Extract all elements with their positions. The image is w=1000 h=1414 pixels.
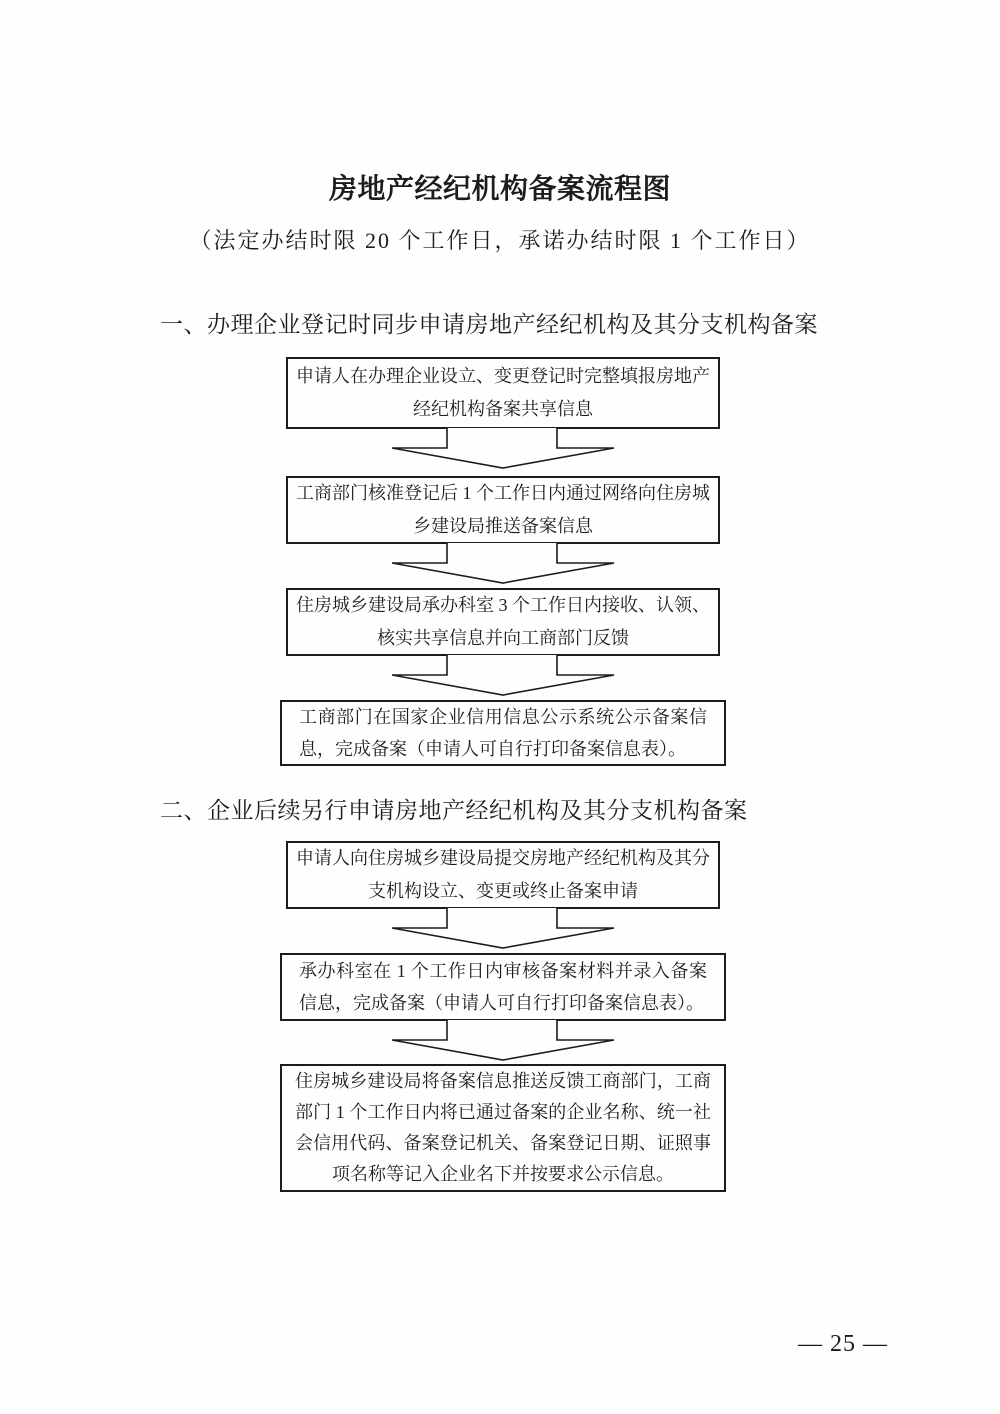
flow-step-text: 工商部门核准登记后 1 个工作日内通过网络向住房城乡建设局推送备案信息 [296,483,710,536]
flow-step-text: 申请人在办理企业设立、变更登记时完整填报房地产经纪机构备案共享信息 [296,366,710,419]
page-subtitle: （法定办结时限 20 个工作日，承诺办结时限 1 个工作日） [189,228,811,253]
flow-step-text: 住房城乡建设局承办科室 3 个工作日内接收、认领、核实共享信息并向工商部门反馈 [296,595,710,648]
flow-step-box [286,588,720,656]
down-block-arrow-icon [391,1019,615,1061]
flow-step-box [280,1064,726,1192]
down-block-arrow-icon [391,654,615,696]
section-1-heading: 一、办理企业登记时同步申请房地产经纪机构及其分支机构备案 [160,312,818,337]
down-block-arrow-icon [391,907,615,949]
page-title: 房地产经纪机构备案流程图 [328,174,671,205]
flow-step-box [286,357,720,429]
section-2-heading: 二、企业后续另行申请房地产经纪机构及其分支机构备案 [160,798,748,823]
flow-step-box [280,953,726,1021]
down-block-arrow-icon [391,542,615,584]
flow-step-box [286,476,720,544]
flow-step-box [286,841,720,909]
flow-step-box [280,700,726,766]
flow-step-text: 申请人向住房城乡建设局提交房地产经纪机构及其分支机构设立、变更或终止备案申请 [296,848,710,901]
down-block-arrow-icon [391,427,615,469]
page-number: — 25 — [798,1331,888,1357]
flow-step-text: 工商部门在国家企业信用信息公示系统公示备案信息，完成备案（申请人可自行打印备案信息表）。 [299,707,707,759]
flow-step-text: 承办科室在 1 个工作日内审核备案材料并录入备案信息，完成备案（申请人可自行打印备案信息表）。 [299,961,707,1013]
flow-step-text: 住房城乡建设局将备案信息推送反馈工商部门，工商部门 1 个工作日内将已通过备案的企业名称、统一社会信用代码、备案登记机关、备案登记日期、证照事项名称等记入企业名下并按要求公示信息。 [295,1071,711,1184]
